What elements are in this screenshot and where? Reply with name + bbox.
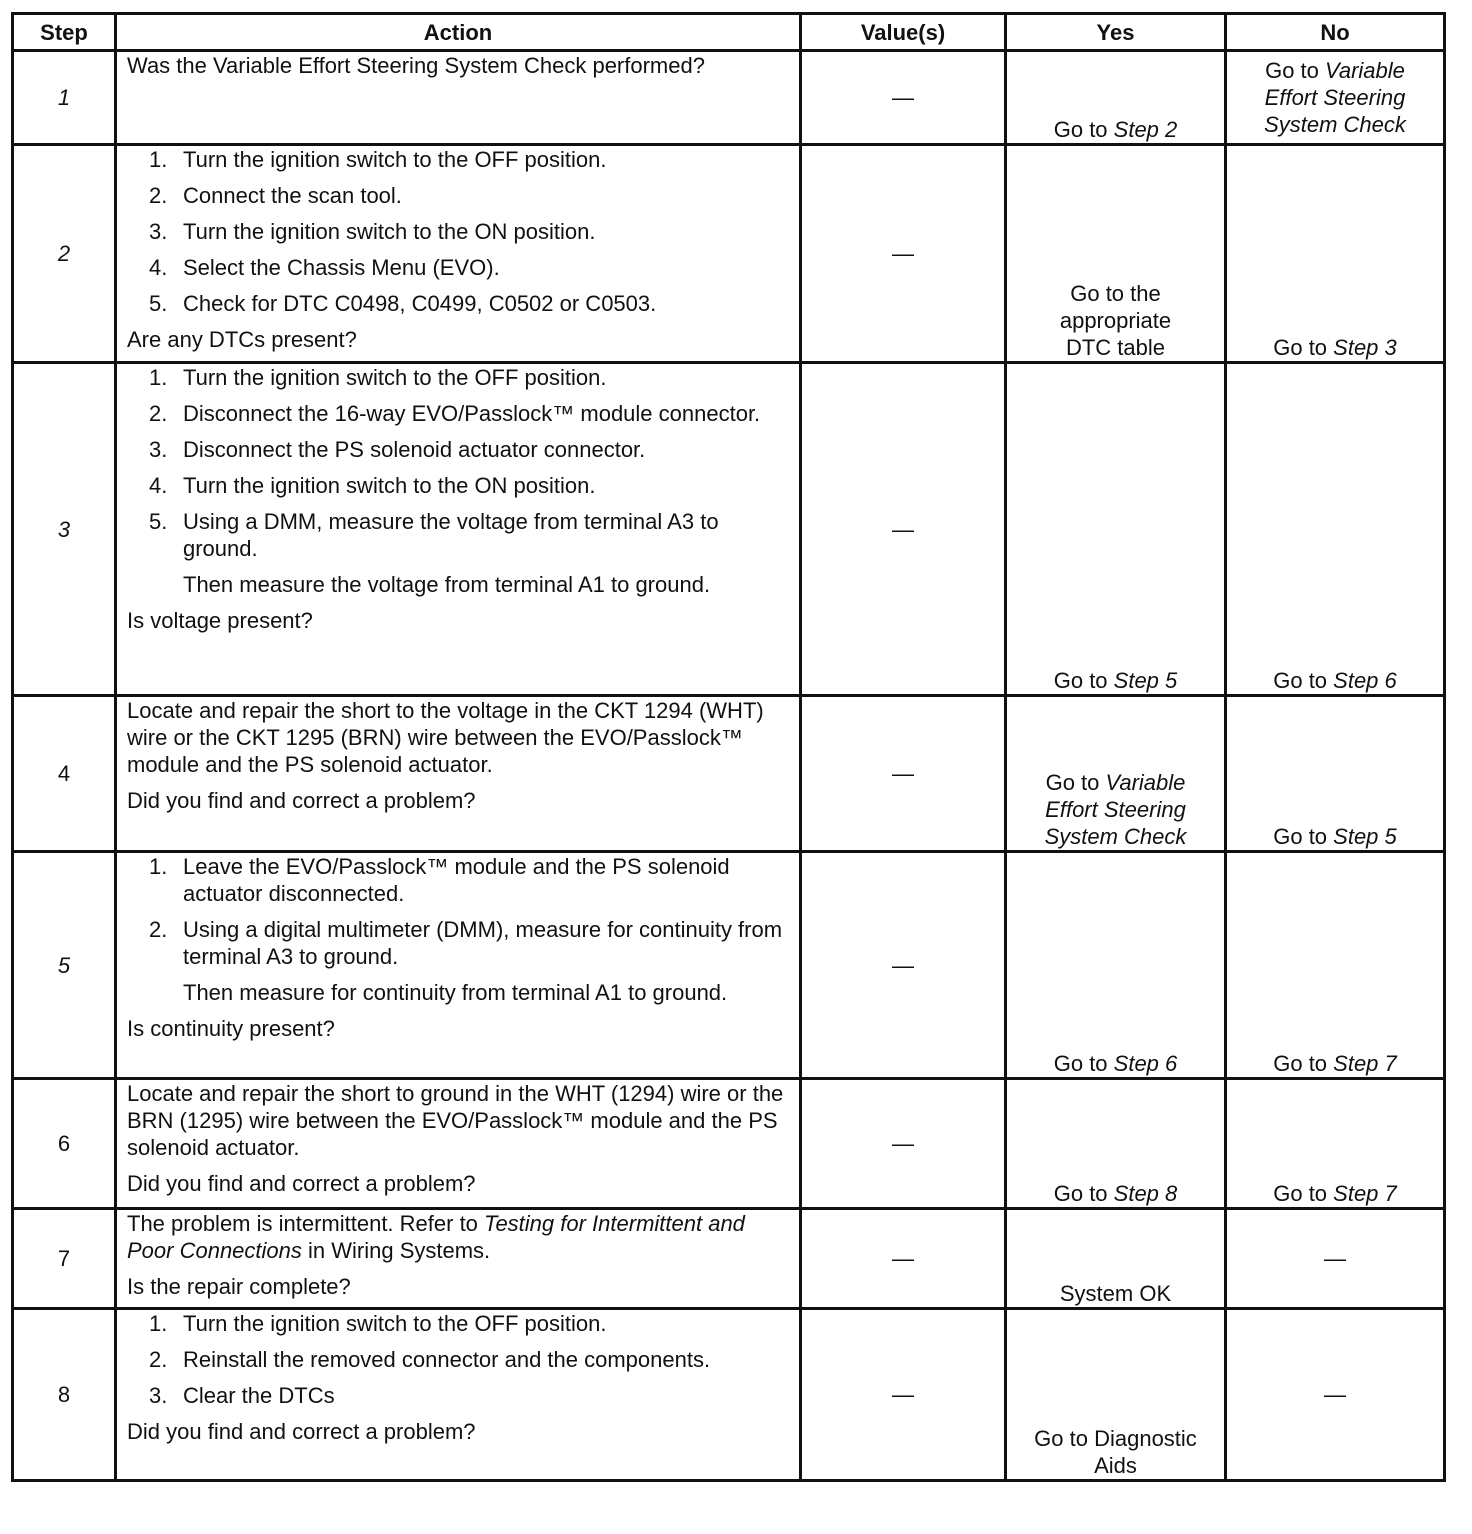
no-cell: — [1226, 1209, 1445, 1309]
step-number: 1 [13, 51, 116, 145]
action-item: 2. Connect the scan tool. [149, 183, 402, 208]
header-values: Value(s) [801, 14, 1006, 51]
action-subtext: Then measure for continuity from terminal A1 to ground. [183, 980, 728, 1005]
value-cell: — [801, 696, 1006, 852]
action-cell [116, 1309, 801, 1481]
value-cell: — [801, 51, 1006, 145]
action-question: Is voltage present? [127, 608, 313, 633]
no-cell: Go to Step 3 [1226, 145, 1445, 363]
value-cell: — [801, 1079, 1006, 1209]
step-number: 3 [13, 363, 116, 696]
action-question: Did you find and correct a problem? [127, 788, 476, 813]
action-cell [116, 1209, 801, 1309]
value-cell: — [801, 363, 1006, 696]
yes-step-ref: Step 5 [1113, 668, 1178, 693]
yes-cell: Go to Step 6 [1006, 852, 1226, 1079]
yes-cell: Go to Diagnostic Aids [1006, 1309, 1226, 1481]
no-cell: Go to Step 7 [1226, 852, 1445, 1079]
no-ref: Variable Effort Steering System Check [1264, 58, 1406, 137]
action-question: Is the repair complete? [127, 1274, 351, 1299]
table-row [13, 145, 1445, 363]
action-list [127, 364, 789, 562]
no-cell: Go to Step 6 [1226, 363, 1445, 696]
yes-step-ref: Step 6 [1113, 1051, 1178, 1076]
action-cell [116, 696, 801, 852]
no-step-ref: Step 7 [1333, 1181, 1397, 1206]
diagnostic-table [11, 12, 1446, 1482]
table-row [13, 1079, 1445, 1209]
no-cell: Go to Step 7 [1226, 1079, 1445, 1209]
action-list [127, 1310, 789, 1409]
action-cell [116, 1079, 801, 1209]
yes-ref: Variable Effort Steering System Check [1044, 770, 1187, 849]
action-cell [116, 852, 801, 1079]
action-item: 5. Using a DMM, measure the voltage from terminal A3 to ground. [149, 509, 719, 561]
no-step-ref: Step 7 [1333, 1051, 1397, 1076]
yes-cell: Go to Step 5 [1006, 363, 1226, 696]
yes-cell: Go to the appropriate DTC table [1006, 145, 1226, 363]
action-subtext: Then measure the voltage from terminal A1 to ground. [183, 572, 711, 597]
action-item: 2. Disconnect the 16-way EVO/Passlock™ module connector. [149, 401, 761, 426]
no-step-ref: Step 5 [1333, 824, 1397, 849]
header-row [13, 14, 1445, 51]
header-yes: Yes [1006, 14, 1226, 51]
yes-cell: System OK [1006, 1209, 1226, 1309]
header-action: Action [116, 14, 801, 51]
header-step: Step [13, 14, 116, 51]
no-step-ref: Step 6 [1333, 668, 1397, 693]
action-text: The problem is intermittent. Refer to Testing for Intermittent and Poor Connections in Wiring Systems. [127, 1211, 745, 1263]
action-text: Was the Variable Effort Steering System Check performed? [127, 53, 705, 78]
table-row [13, 1209, 1445, 1309]
action-question: Did you find and correct a problem? [127, 1419, 476, 1444]
action-cell [116, 51, 801, 145]
yes-cell: Go to Variable Effort Steering System Check [1006, 696, 1226, 852]
table-row [13, 696, 1445, 852]
no-cell: Go to Variable Effort Steering System Check [1226, 51, 1445, 145]
action-question: Is continuity present? [127, 1016, 335, 1041]
step-number: 5 [13, 852, 116, 1079]
step-number: 8 [13, 1309, 116, 1481]
action-item: 1. Turn the ignition switch to the OFF position. [149, 147, 607, 172]
action-reference: Testing for Intermittent and Poor Connections [127, 1211, 745, 1263]
action-item: 1. Turn the ignition switch to the OFF position. [149, 1311, 607, 1336]
yes-step-ref: Step 2 [1113, 117, 1178, 142]
action-item: 3. Disconnect the PS solenoid actuator connector. [149, 437, 646, 462]
step-number: 7 [13, 1209, 116, 1309]
action-item: 3. Turn the ignition switch to the ON position. [149, 219, 596, 244]
value-cell: — [801, 1309, 1006, 1481]
yes-step-ref: Step 8 [1113, 1181, 1178, 1206]
action-question: Are any DTCs present? [127, 327, 357, 352]
table-row [13, 852, 1445, 1079]
value-cell: — [801, 145, 1006, 363]
value-cell: — [801, 852, 1006, 1079]
action-text: Locate and repair the short to ground in the WHT (1294) wire or the BRN (1295) wire between the EVO/Passlock™ module and the PS solenoid actuator. [127, 1081, 784, 1160]
yes-cell: Go to Step 8 [1006, 1079, 1226, 1209]
header-no: No [1226, 14, 1445, 51]
no-cell: Go to Step 5 [1226, 696, 1445, 852]
action-item: 1. Turn the ignition switch to the OFF position. [149, 365, 607, 390]
action-cell [116, 363, 801, 696]
no-step-ref: Step 3 [1333, 335, 1397, 360]
action-item: 5. Check for DTC C0498, C0499, C0502 or C0503. [149, 291, 657, 316]
step-number: 4 [13, 696, 116, 852]
action-list [127, 853, 789, 970]
step-number: 2 [13, 145, 116, 363]
action-item: 2. Reinstall the removed connector and the components. [149, 1347, 711, 1372]
action-text: Locate and repair the short to the voltage in the CKT 1294 (WHT) wire or the CKT 1295 (BRN) wire between the EVO/Passlock™ module and the PS solenoid actuator. [127, 698, 764, 777]
value-cell: — [801, 1209, 1006, 1309]
no-cell: — [1226, 1309, 1445, 1481]
table-row [13, 51, 1445, 145]
action-item: 3. Clear the DTCs [149, 1383, 335, 1408]
action-item: 4. Turn the ignition switch to the ON position. [149, 473, 596, 498]
action-list [127, 146, 789, 317]
action-question: Did you find and correct a problem? [127, 1171, 476, 1196]
table-row [13, 1309, 1445, 1481]
table-row [13, 363, 1445, 696]
yes-cell: Go to Step 2 [1006, 51, 1226, 145]
action-item: 1. Leave the EVO/Passlock™ module and the PS solenoid actuator disconnected. [149, 854, 730, 906]
action-item: 2. Using a digital multimeter (DMM), measure for continuity from terminal A3 to ground. [149, 917, 783, 969]
action-item: 4. Select the Chassis Menu (EVO). [149, 255, 500, 280]
action-cell [116, 145, 801, 363]
step-number: 6 [13, 1079, 116, 1209]
